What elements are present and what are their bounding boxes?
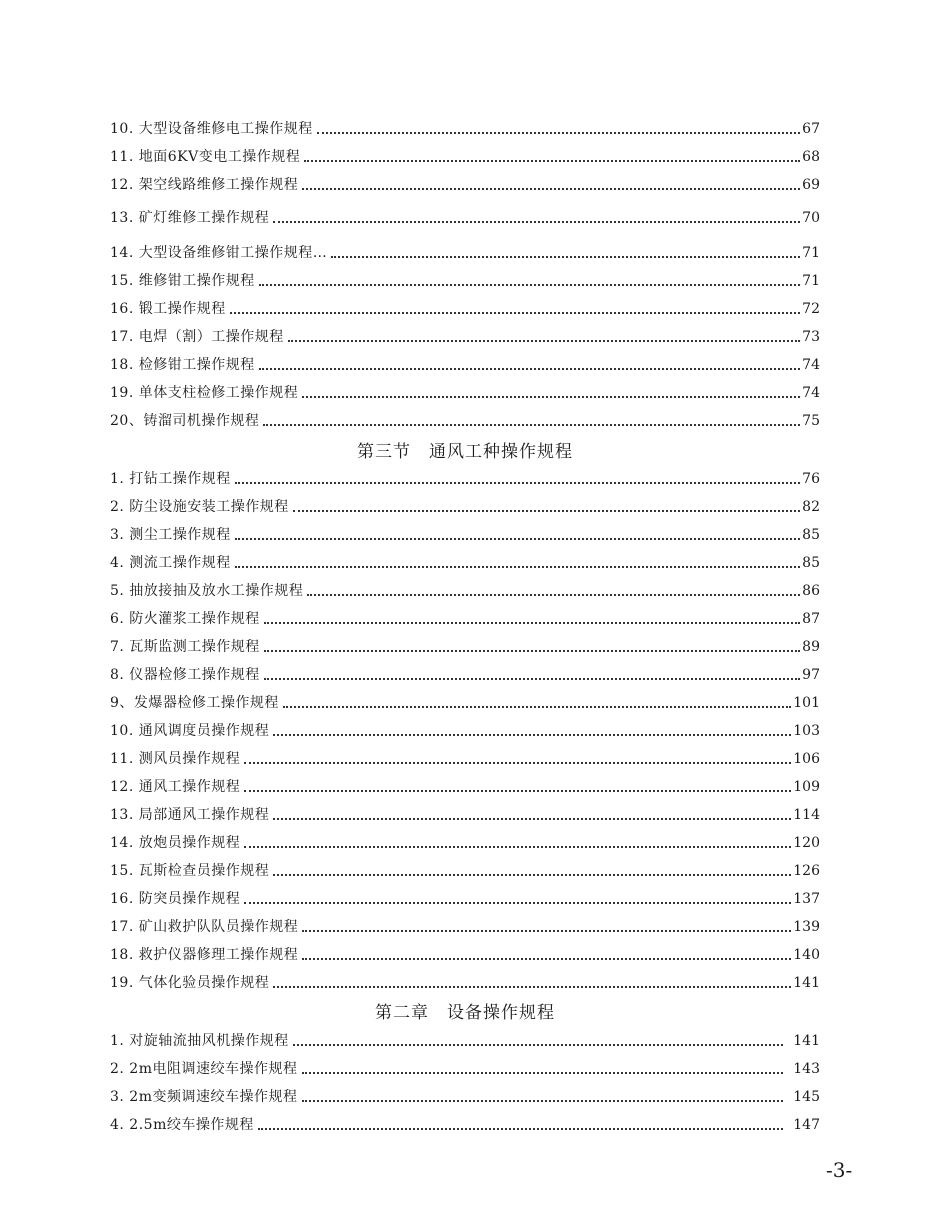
toc-entry-page: 85 [802,555,820,571]
dot-leader [293,1044,783,1046]
dot-leader [264,622,800,624]
toc-entry-page: 85 [802,527,820,543]
dot-leader [264,678,800,680]
toc-entry-page: 139 [793,919,820,935]
toc-entry-page: 147 [793,1117,820,1133]
toc-entry-title: 5. 抽放接抽及放水工操作规程 [110,583,304,599]
toc-entry[interactable] [110,605,820,629]
dot-leader [244,846,791,848]
dot-leader [273,818,791,820]
toc-entry[interactable] [110,379,820,403]
toc-entry[interactable] [110,549,820,573]
toc-entry[interactable] [110,661,820,685]
dot-leader [235,482,800,484]
toc-entry[interactable] [110,465,820,489]
toc-entry[interactable] [110,689,820,713]
toc-entry-title: 1. 打钻工操作规程 [110,471,231,487]
dot-leader [259,284,800,286]
toc-entry-page: 70 [802,210,820,226]
toc-entry-title: 4. 2.5m绞车操作规程 [110,1117,254,1133]
dot-leader [259,368,800,370]
toc-entry-title: 14. 大型设备维修钳工操作规程… [110,245,328,261]
toc-entry[interactable] [110,829,820,853]
dot-leader [273,986,791,988]
dot-leader [293,510,800,512]
dot-leader [302,930,791,932]
toc-entry-title: 15. 维修钳工操作规程 [110,273,255,289]
toc-entry-page: 71 [802,273,820,289]
toc-entry-title: 19. 气体化验员操作规程 [110,975,270,991]
toc-entry-title: 15. 瓦斯检查员操作规程 [110,863,270,879]
toc-entry-title: 17. 矿山救护队队员操作规程 [110,919,299,935]
toc-entry-title: 20、铸溜司机操作规程 [110,413,260,429]
toc-entry-page: 86 [802,583,820,599]
dot-leader [302,1072,784,1074]
toc-entry-page: 75 [802,413,820,429]
dot-leader [263,424,800,426]
toc-entry[interactable] [110,633,820,657]
toc-entry-page: 71 [802,245,820,261]
dot-leader [244,762,791,764]
dot-leader [304,160,800,162]
toc-entry-title: 11. 测风员操作规程 [110,751,241,767]
toc-entry[interactable] [110,267,820,291]
dot-leader [288,340,800,342]
toc-entry-page: 137 [793,891,820,907]
toc-entry-title: 1. 对旋轴流抽风机操作规程 [110,1033,289,1049]
toc-entry[interactable] [110,407,820,431]
dot-leader [283,706,791,708]
toc-entry-title: 13. 局部通风工操作规程 [110,807,270,823]
toc-entry[interactable] [110,1027,820,1051]
dot-leader [307,594,800,596]
toc-entry-title: 18. 救护仪器修理工操作规程 [110,947,299,963]
toc-entry-title: 19. 单体支柱检修工操作规程 [110,385,299,401]
toc-entry-title: 2. 2m电阻调速绞车操作规程 [110,1061,298,1077]
toc-entry-page: 74 [802,385,820,401]
toc-entry-title: 8. 仪器检修工操作规程 [110,667,260,683]
toc-entry-page: 103 [793,723,820,739]
toc-entry-page: 89 [802,639,820,655]
dot-leader [317,132,800,134]
toc-entry-page: 141 [793,975,820,991]
toc-entry[interactable] [110,773,820,797]
toc-entry-title: 12. 架空线路维修工操作规程 [110,177,299,193]
toc-entry-page: 87 [802,611,820,627]
toc-entry-title: 13. 矿灯维修工操作规程 [110,210,270,226]
toc-entry-title: 3. 测尘工操作规程 [110,527,231,543]
toc-entry[interactable] [110,323,820,347]
toc-entry-title: 7. 瓦斯监测工操作规程 [110,639,260,655]
toc-entry-title: 9、发爆器检修工操作规程 [110,695,279,711]
dot-leader [273,734,791,736]
toc-entry-page: 109 [793,779,820,795]
toc-entry-page: 97 [802,667,820,683]
toc-entry[interactable] [110,941,820,965]
toc-entry-page: 76 [802,471,820,487]
toc-entry[interactable] [110,239,820,263]
toc-entry-page: 67 [802,121,820,137]
toc-entry[interactable] [110,204,820,228]
toc-entry-title: 17. 电焊（割）工操作规程 [110,329,284,345]
toc-entry-page: 73 [802,329,820,345]
toc-entry[interactable] [110,295,820,319]
toc-entry-page: 140 [793,947,820,963]
chapter-heading: 第二章 设备操作规程 [375,1003,555,1023]
toc-entry-title: 18. 检修钳工操作规程 [110,357,255,373]
toc-entry-title: 10. 通风调度员操作规程 [110,723,270,739]
toc-entry-page: 114 [793,807,820,823]
toc-entry[interactable] [110,913,820,937]
toc-entry-page: 68 [802,149,820,165]
page-number: -3- [826,1158,853,1182]
section-heading: 第三节 通风工种操作规程 [357,442,573,462]
dot-leader [244,790,791,792]
toc-entry-page: 141 [793,1033,820,1049]
toc-entry-title: 14. 放炮员操作规程 [110,835,241,851]
dot-leader [302,396,800,398]
toc-entry-page: 145 [793,1089,820,1105]
dot-leader [235,538,800,540]
toc-entry-title: 3. 2m变频调速绞车操作规程 [110,1089,298,1105]
toc-entry[interactable] [110,351,820,375]
toc-entry-title: 6. 防火灌浆工操作规程 [110,611,260,627]
toc-entry-page: 82 [802,499,820,515]
toc-entry[interactable] [110,857,820,881]
dot-leader [302,1100,784,1102]
toc-entry-page: 120 [793,835,820,851]
toc-entry-title: 12. 通风工操作规程 [110,779,241,795]
toc-entry-title: 10. 大型设备维修电工操作规程 [110,121,313,137]
dot-leader [273,874,791,876]
toc-entry[interactable] [110,577,820,601]
toc-entry-title: 2. 防尘设施安装工操作规程 [110,499,289,515]
toc-entry[interactable] [110,1111,820,1135]
dot-leader [244,902,791,904]
toc-entry[interactable] [110,1083,820,1107]
toc-entry[interactable] [110,521,820,545]
toc-entry-title: 4. 测流工操作规程 [110,555,231,571]
toc-entry-page: 143 [793,1061,820,1077]
toc-entry[interactable] [110,115,820,139]
dot-leader [331,256,800,258]
toc-entry[interactable] [110,143,820,167]
dot-leader [302,958,791,960]
dot-leader [302,188,800,190]
toc-entry-page: 126 [793,863,820,879]
toc-entry[interactable] [110,885,820,909]
toc-entry[interactable] [110,969,820,993]
toc-entry-title: 16. 锻工操作规程 [110,301,226,317]
dot-leader [273,221,800,223]
toc-entry-title: 16. 防突员操作规程 [110,891,241,907]
dot-leader [235,566,800,568]
dot-leader [230,312,800,314]
toc-entry[interactable] [110,171,820,195]
toc-entry[interactable] [110,717,820,741]
toc-entry-page: 101 [793,695,820,711]
toc-entry[interactable] [110,1055,820,1079]
dot-leader [258,1128,783,1130]
toc-entry[interactable] [110,745,820,769]
toc-entry-page: 74 [802,357,820,373]
toc-entry-page: 106 [793,751,820,767]
toc-entry-page: 72 [802,301,820,317]
toc-entry[interactable] [110,493,820,517]
dot-leader [264,650,800,652]
toc-entry-title: 11. 地面6KV变电工操作规程 [110,149,301,165]
toc-entry-page: 69 [802,177,820,193]
toc-entry[interactable] [110,801,820,825]
